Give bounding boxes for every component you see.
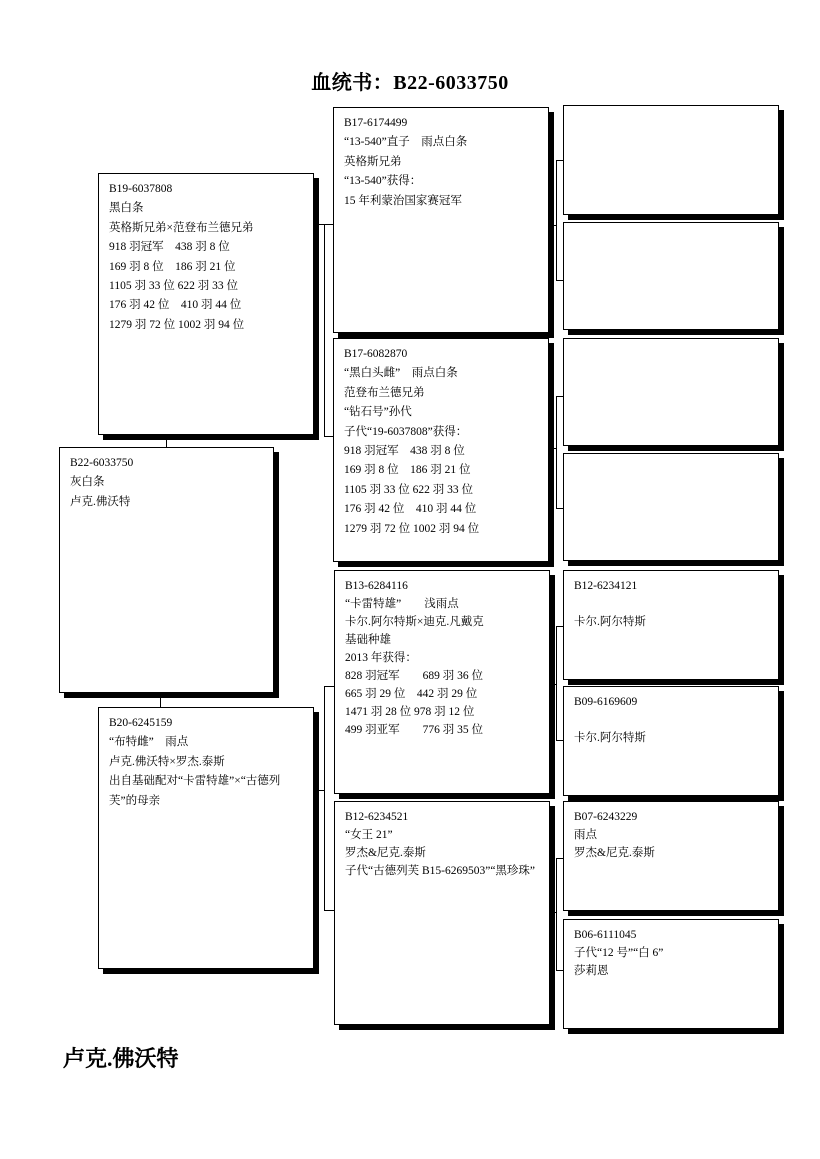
dam-ring: B20-6245159 xyxy=(109,717,173,729)
dam-sire-origin: 卡尔.阿尔特斯×迪克.凡戴克 xyxy=(345,616,484,628)
sire-dam-result: 1105 羽 33 位 622 羽 33 位 xyxy=(344,483,473,496)
sire-result: 1279 羽 72 位 1002 羽 94 位 xyxy=(109,318,245,331)
dam-sire-role: 基础种雄 xyxy=(345,634,391,646)
gg-b07-color: 雨点 xyxy=(574,829,597,841)
dam-sire-card xyxy=(334,570,550,794)
sire-dam-name: “黑白头雌” 雨点白条 xyxy=(344,367,458,380)
sire-dam-result: 918 羽冠军 438 羽 8 位 xyxy=(344,445,465,458)
dam-dam-card xyxy=(334,801,550,1025)
connector-line xyxy=(548,225,556,226)
gg-b09-breeder: 卡尔.阿尔特斯 xyxy=(574,732,646,744)
gg-b12-ring: B12-6234121 xyxy=(574,580,638,592)
gg-box-empty xyxy=(563,105,779,215)
connector-line xyxy=(556,626,557,740)
connector-line xyxy=(556,396,557,508)
gg-b12-blank xyxy=(574,595,768,613)
gg-b06-breeder: 莎莉恩 xyxy=(574,965,609,977)
connector-line xyxy=(324,686,325,910)
dam-card xyxy=(98,707,314,969)
sire-sire-result-label: “13-540”获得： xyxy=(344,175,422,188)
dam-sire-result: 1471 羽 28 位 978 羽 12 位 xyxy=(345,706,475,718)
dam-sire-result: 665 羽 29 位 442 羽 29 位 xyxy=(345,688,478,700)
gg-card-b12 xyxy=(563,570,779,680)
dam-name: “布特雌” 雨点 xyxy=(109,736,189,749)
connector-line xyxy=(160,692,161,708)
sire-sire-name: “13-540”直子 雨点白条 xyxy=(344,136,468,149)
sire-dam-breeder: 范登布兰德兄弟 xyxy=(344,386,425,399)
sire-result: 918 羽冠军 438 羽 8 位 xyxy=(109,241,230,254)
connector-line xyxy=(324,224,325,436)
subject-card xyxy=(59,447,274,693)
gg-box-empty xyxy=(563,222,779,330)
gg-b09-ring: B09-6169609 xyxy=(574,696,638,708)
connector-line xyxy=(166,434,167,448)
gg-card-b07 xyxy=(563,801,779,911)
sire-dam-card xyxy=(333,338,549,562)
subject-ring: B22-6033750 xyxy=(70,457,134,469)
connector-line xyxy=(556,858,557,970)
sire-dam-result: 1279 羽 72 位 1002 羽 94 位 xyxy=(344,522,480,535)
sire-sire-result: 15 年利蒙治国家赛冠军 xyxy=(344,194,462,207)
owner-name: 卢克.佛沃特 xyxy=(63,1046,179,1071)
dam-sire-name: “卡雷特雄” 浅雨点 xyxy=(345,598,459,610)
sire-sire-card xyxy=(333,107,549,333)
sire-dam-ring: B17-6082870 xyxy=(344,348,408,360)
subject-breeder: 卢克.佛沃特 xyxy=(70,495,131,508)
sire-dam-result: 169 羽 8 位 186 羽 21 位 xyxy=(344,464,471,477)
gg-b06-ring: B06-6111045 xyxy=(574,929,637,941)
sire-result: 176 羽 42 位 410 羽 44 位 xyxy=(109,299,242,312)
dam-dam-offspring: 子代“古德列芙 B15-6269503”“黑珍珠” xyxy=(345,865,536,877)
connector-line xyxy=(556,160,557,280)
dam-origin: 卢克.佛沃特×罗杰.泰斯 xyxy=(109,755,225,768)
sire-result: 169 羽 8 位 186 羽 21 位 xyxy=(109,260,236,273)
sire-result: 1105 羽 33 位 622 羽 33 位 xyxy=(109,280,238,293)
connector-line xyxy=(324,686,334,687)
dam-dam-name: “女王 21” xyxy=(345,829,393,841)
gg-box-empty xyxy=(563,453,779,561)
gg-b07-ring: B07-6243229 xyxy=(574,811,638,823)
gg-card-b09 xyxy=(563,686,779,796)
gg-b12-breeder: 卡尔.阿尔特斯 xyxy=(574,616,646,628)
sire-color: 黑白条 xyxy=(109,202,144,215)
sire-dam-lineage: “钻石号”孙代 xyxy=(344,406,412,419)
connector-line xyxy=(324,910,334,911)
page-title: 血统书：B22-6033750 xyxy=(311,72,509,94)
dam-sire-result-label: 2013 年获得： xyxy=(345,652,417,664)
connector-line xyxy=(314,224,324,225)
sire-dam-result: 176 羽 42 位 410 羽 44 位 xyxy=(344,503,477,516)
gg-card-b06 xyxy=(563,919,779,1029)
sire-sire-ring: B17-6174499 xyxy=(344,117,408,129)
gg-b07-breeder: 罗杰&尼克.泰斯 xyxy=(574,847,655,859)
gg-box-empty xyxy=(563,338,779,446)
dam-sire-result: 499 羽亚军 776 羽 35 位 xyxy=(345,724,483,736)
dam-dam-ring: B12-6234521 xyxy=(345,811,409,823)
sire-dam-result-label: 子代“19-6037808”获得： xyxy=(344,425,468,438)
dam-note: 出自基础配对“卡雷特雄”×“古德列芙”的母亲 xyxy=(109,775,281,807)
sire-origin: 英格斯兄弟×范登布兰德兄弟 xyxy=(109,221,254,234)
subject-color: 灰白条 xyxy=(70,476,105,489)
gg-b09-blank xyxy=(574,711,768,729)
dam-sire-ring: B13-6284116 xyxy=(345,580,408,592)
sire-sire-breeder: 英格斯兄弟 xyxy=(344,155,402,168)
dam-dam-breeder: 罗杰&尼克.泰斯 xyxy=(345,847,426,859)
sire-ring: B19-6037808 xyxy=(109,183,173,195)
sire-card xyxy=(98,173,314,435)
connector-line xyxy=(548,448,556,449)
connector-line xyxy=(314,790,324,791)
dam-sire-result: 828 羽冠军 689 羽 36 位 xyxy=(345,670,483,682)
gg-b06-offspring: 子代“12 号”“白 6” xyxy=(574,947,664,959)
